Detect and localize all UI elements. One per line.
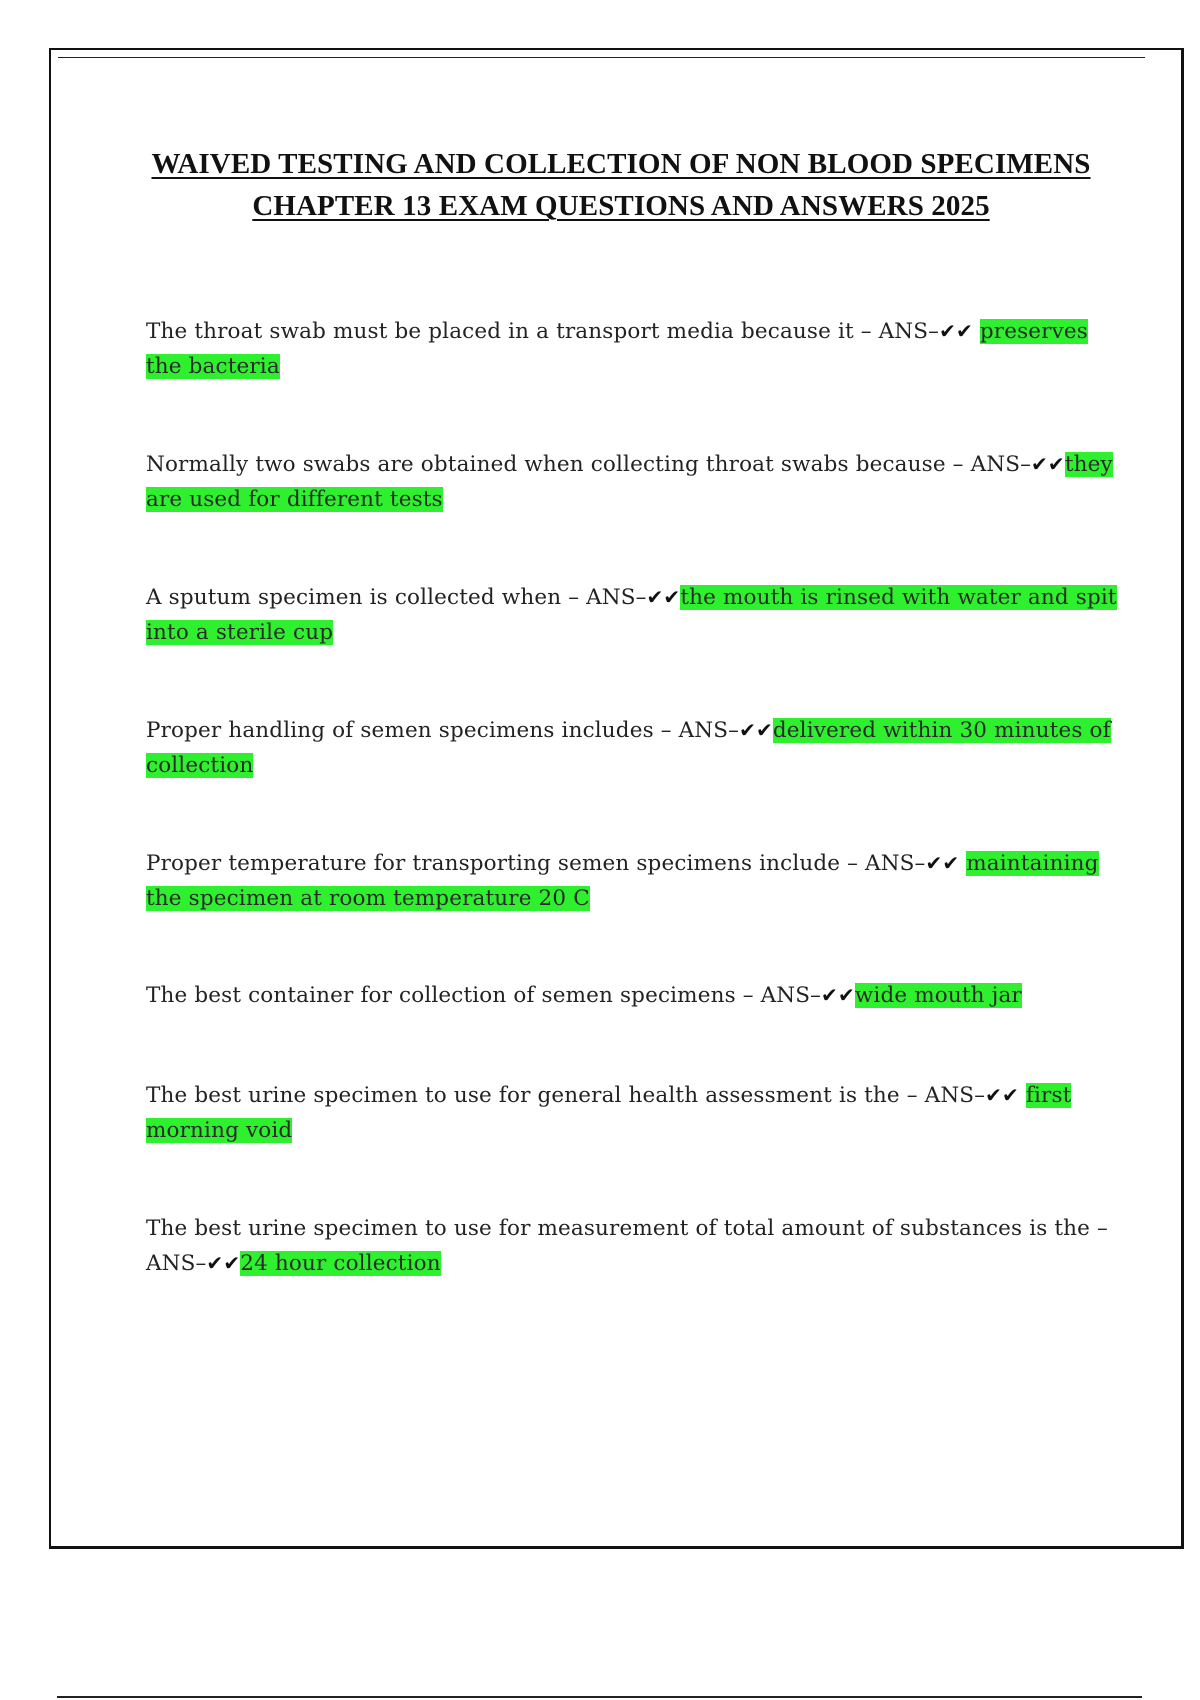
top-inner-rule [58, 57, 1145, 58]
answer-text: delivered within 30 minutes of collection [146, 718, 1111, 778]
qa-item [146, 447, 1126, 517]
answer-text: wide mouth jar [854, 983, 1022, 1008]
title-line-1: WAIVED TESTING AND COLLECTION OF NON BLOOD SPECIMENS [151, 148, 1091, 180]
answer-text: 24 hour collection [240, 1251, 441, 1276]
answer-text: first morning void [146, 1083, 1072, 1143]
question-text: The best container for collection of semen specimens – ANS– [146, 983, 822, 1008]
double-check-icon: ✔✔ [985, 1083, 1019, 1107]
document-title [101, 143, 1141, 227]
answer-text: preserves the bacteria [146, 319, 1088, 379]
question-text: A sputum specimen is collected when – ANS– [146, 585, 647, 610]
qa-item [146, 846, 1126, 916]
question-text: Proper temperature for transporting semen specimens include – ANS– [146, 851, 926, 876]
double-check-icon: ✔✔ [1030, 452, 1065, 476]
question-text: Normally two swabs are obtained when collecting throat swabs because – ANS– [146, 452, 1031, 477]
title-line-2: CHAPTER 13 EXAM QUESTIONS AND ANSWERS 2025 [252, 190, 990, 222]
answer-text: they are used for different tests [146, 452, 1113, 512]
question-text: The best urine specimen to use for measurement of total amount of substances is the – ANS– [146, 1216, 1108, 1276]
double-check-icon: ✔✔ [646, 585, 681, 609]
double-check-icon: ✔✔ [821, 983, 855, 1007]
double-check-icon: ✔✔ [939, 319, 973, 343]
answer-text: maintaining the specimen at room temperature 20 C [146, 851, 1099, 911]
qa-item [146, 1078, 1126, 1148]
double-check-icon: ✔✔ [925, 851, 960, 875]
question-text: The best urine specimen to use for general health assessment is the – ANS– [146, 1083, 986, 1108]
double-check-icon: ✔✔ [206, 1251, 241, 1275]
page-border [49, 48, 1184, 1549]
double-check-icon: ✔✔ [739, 718, 773, 742]
qa-item [146, 713, 1126, 783]
qa-item [146, 978, 1126, 1013]
bottom-rule [57, 1696, 1142, 1698]
question-text: Proper handling of semen specimens includes – ANS– [146, 718, 740, 743]
qa-item [146, 314, 1126, 384]
qa-item [146, 580, 1126, 650]
question-text: The throat swab must be placed in a transport media because it – ANS– [146, 319, 940, 344]
qa-item [146, 1211, 1126, 1281]
answer-text: the mouth is rinsed with water and spit into a sterile cup [146, 585, 1117, 645]
